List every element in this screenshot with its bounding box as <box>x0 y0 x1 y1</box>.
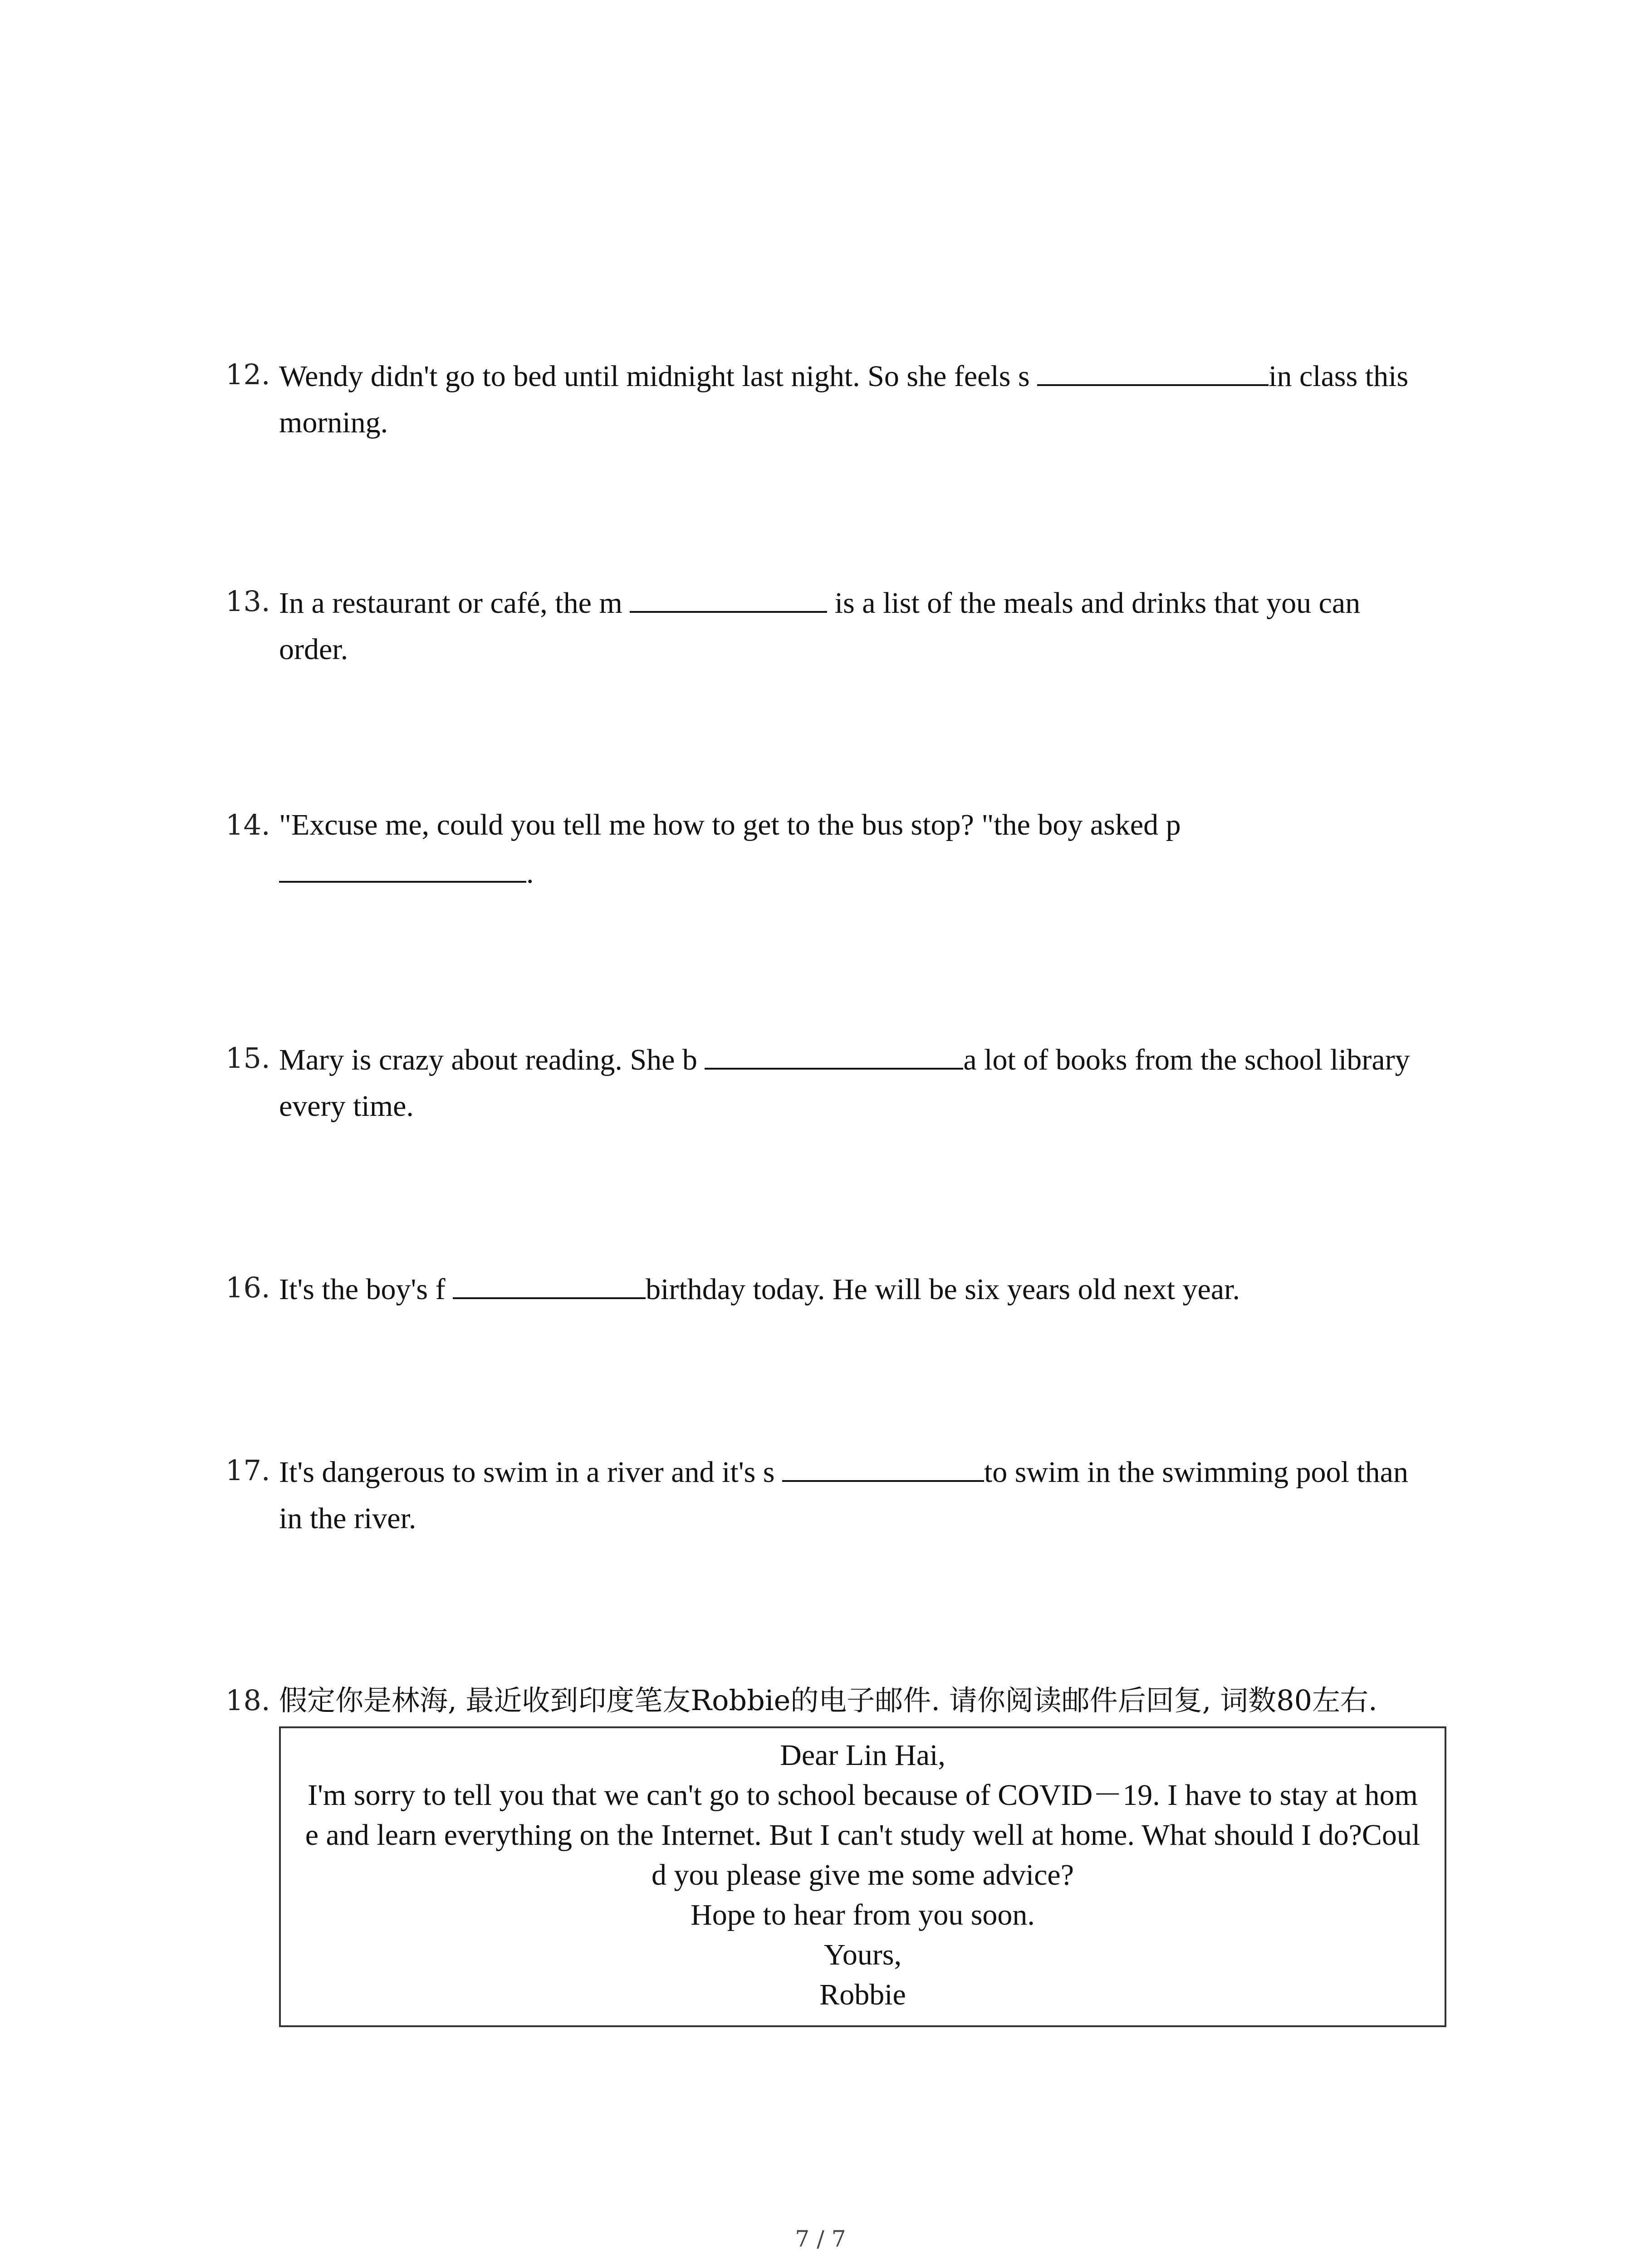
question-18 <box>225 1677 1450 1724</box>
question-15 <box>225 1035 1450 1129</box>
question-14 <box>225 802 1450 896</box>
answer-blank[interactable] <box>279 848 526 883</box>
question-text: "Excuse me, could you tell me how to get to the bus stop? "the boy asked p . <box>279 808 1181 890</box>
question-text: Wendy didn't go to bed until midnight last night. So she feels s in class this morning. <box>279 352 1450 446</box>
letter-signature: Robbie <box>819 1978 906 2011</box>
question-text: Mary is crazy about reading. She b a lot of books from the school library every time. <box>279 1035 1450 1129</box>
question-text: 假定你是林海, 最近收到印度笔友Robbie的电子邮件. 请你阅读邮件后回复, 词数80左右. <box>279 1684 1377 1717</box>
question-13 <box>225 578 1450 673</box>
answer-blank[interactable] <box>453 1265 646 1299</box>
question-12 <box>225 352 1450 446</box>
page-number: 7 / 7 <box>795 2226 846 2252</box>
question-text: In a restaurant or café, the m is a list of the meals and drinks that you can order. <box>279 578 1450 673</box>
question-number: 16. <box>225 1271 270 1304</box>
question-number: 17. <box>225 1454 270 1487</box>
letter-body-line: e and learn everything on the Internet. But I can't study well at home. What should I do?Coul <box>305 1818 1421 1852</box>
answer-blank[interactable] <box>705 1035 963 1070</box>
letter-greeting: Dear Lin Hai, <box>780 1739 945 1772</box>
answer-blank[interactable] <box>782 1447 984 1482</box>
letter-body-line: d you please give me some advice? <box>652 1858 1074 1892</box>
letter-closing: Yours, <box>823 1938 902 1971</box>
question-number: 12. <box>225 358 270 391</box>
letter-body-line: I'm sorry to tell you that we can't go to school because of COVID－19. I have to stay at hom <box>308 1779 1418 1812</box>
email-letter-box <box>279 1726 1446 2027</box>
question-text: It's dangerous to swim in a river and it's s to swim in the swimming pool than in the river. <box>279 1447 1450 1542</box>
answer-blank[interactable] <box>1037 352 1269 386</box>
question-number: 18. <box>225 1684 270 1717</box>
question-text: It's the boy's f birthday today. He will be six years old next year. <box>279 1265 1450 1313</box>
question-number: 14. <box>225 808 270 841</box>
letter-body-line: Hope to hear from you soon. <box>691 1898 1035 1931</box>
question-number: 13. <box>225 585 270 618</box>
question-16 <box>225 1265 1450 1313</box>
question-number: 15. <box>225 1041 270 1075</box>
question-17 <box>225 1447 1450 1542</box>
answer-blank[interactable] <box>630 578 827 613</box>
